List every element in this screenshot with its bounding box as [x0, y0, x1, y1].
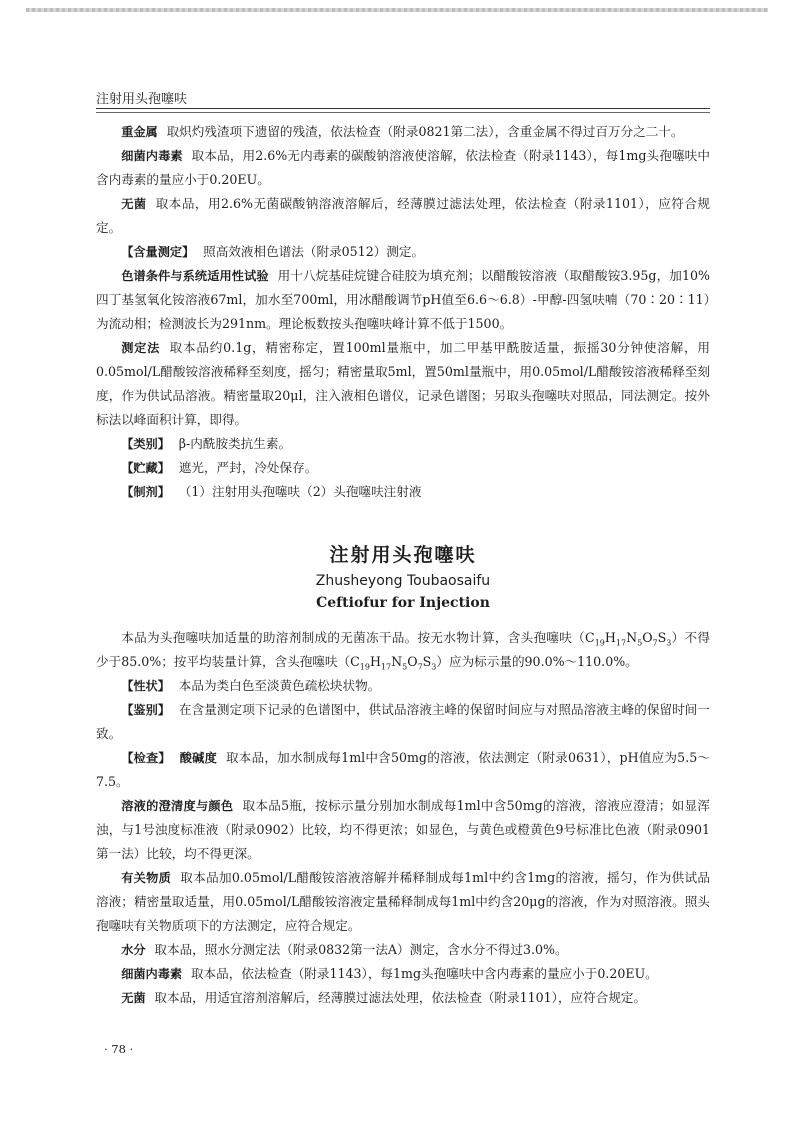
clarity-label: 溶液的澄清度与颜色 — [121, 799, 234, 813]
preparations-label: 【制剂】 — [121, 485, 170, 499]
monograph-pinyin: Zhusheyong Toubaosaifu — [315, 573, 491, 589]
header-rule — [96, 108, 710, 109]
previous-monograph-tail — [96, 120, 710, 504]
intro-text-c: ）应为标示量的90.0%～110.0%。 — [436, 654, 638, 669]
preparations-text: （1）注射用头孢噻呋（2）头孢噻呋注射液 — [178, 484, 422, 499]
heavy-metals-text: 取炽灼残渣项下遗留的残渣，依法检查（附录0821第二法），含重金属不得过百万分之二十。 — [166, 124, 684, 139]
formula-n: 5 — [637, 638, 643, 648]
water-text: 取本品，照水分测定法（附录0832第一法A）测定，含水分不得过3.0%。 — [154, 942, 568, 957]
formula-n-2: 5 — [402, 662, 408, 672]
acidity-label: 酸碱度 — [179, 751, 217, 765]
chromatography-label: 色谱条件与系统适用性试验 — [121, 269, 269, 283]
clarity-paragraph — [96, 794, 710, 866]
heavy-metals-paragraph — [96, 120, 710, 144]
assay-text: 照高效液相色谱法（附录0512）测定。 — [203, 244, 425, 259]
assay-label: 【含量测定】 — [121, 245, 195, 259]
formula-h-sym-2: H — [369, 654, 381, 669]
endotoxin-label: 细菌内毒素 — [121, 149, 183, 163]
related-substances-label: 有关物质 — [121, 871, 172, 885]
formula-h-sym: H — [604, 630, 616, 645]
endotoxin-paragraph — [96, 144, 710, 192]
category-text: β-内酰胺类抗生素。 — [178, 436, 292, 451]
water-paragraph — [96, 938, 710, 962]
related-substances-text: 取本品加0.05mol/L醋酸铵溶液溶解并稀释制成每1ml中约含1mg的溶液，摇匀，作为供试品溶液；精密量取适量，用0.05mol/L醋酸铵溶液定量稀释制成每1ml中约含20μg的溶液，作为对照溶液。照头孢噻呋有关物质项下的方法测定，应符合规定。 — [96, 870, 711, 933]
chromatography-paragraph — [96, 264, 710, 336]
preparations-paragraph — [96, 480, 710, 504]
storage-text: 遮光，严封，冷处保存。 — [178, 460, 318, 475]
formula-c-2: 19 — [359, 662, 370, 672]
related-substances-paragraph — [96, 866, 710, 938]
sterility-text: 取本品，用2.6%无菌碳酸钠溶液溶解后，经薄膜过滤法处理，依法检查（附录1101），应符合规定。 — [96, 196, 710, 235]
assay-paragraph — [96, 240, 710, 264]
running-header: 注射用头孢噻呋 — [96, 92, 188, 107]
water-label: 水分 — [121, 943, 146, 957]
method-label: 测定法 — [121, 341, 161, 355]
scan-top-band — [26, 8, 768, 12]
endotoxin-label-2: 细菌内毒素 — [121, 967, 183, 981]
header-rule-thin — [96, 112, 710, 113]
chromatography-text: 用十八烷基硅烷键合硅胶为填充剂；以醋酸铵溶液（取醋酸铵3.95g，加10%四丁基氢氧化铵溶液67ml，加水至700ml，用冰醋酸调节pH值至6.6～6.8）-甲醇-四氢呋喃（70∶20∶11）为流动相；检测波长为291nm。理论板数按头孢噻呋峰计算不低于1500。 — [96, 268, 710, 331]
method-text: 取本品约0.1g，精密称定，置100ml量瓶中，加二甲基甲酰胺适量，振摇30分钟使溶解，用0.05mol/L醋酸铵溶液稀释至刻度，摇匀；精密量取5ml，置50ml量瓶中，用0.05mol/L醋酸铵溶液稀释至刻度，作为供试品溶液。精密量取20μl，注入液相色谱仪，记录色谱图；另取头孢噻呋对照品，同法测定。按外标法以峰面积计算，即得。 — [96, 340, 711, 427]
appearance-label: 【性状】 — [121, 679, 170, 693]
formula-s-sym-2: S — [422, 654, 432, 669]
formula-o-sym-2: O — [407, 654, 418, 669]
acidity-text: 取本品，加水制成每1ml中含50mg的溶液，依法测定（附录0631），pH值应为5.5～7.5。 — [96, 750, 711, 789]
endotoxin-text-2: 取本品，依法检查（附录1143），每1mg头孢噻呋中含内毒素的量应小于0.20EU。 — [190, 966, 658, 981]
category-label: 【类别】 — [121, 437, 170, 451]
monograph-english-name: Ceftiofur for Injection — [316, 595, 490, 611]
sterility-label: 无菌 — [121, 197, 147, 211]
formula-s-2: 3 — [431, 662, 437, 672]
intro-paragraph — [96, 626, 710, 674]
appearance-paragraph — [96, 674, 710, 698]
endotoxin-paragraph-2 — [96, 962, 710, 986]
formula-n-sym: N — [626, 630, 638, 645]
sterility-paragraph-2 — [96, 986, 710, 1010]
formula-o-sym: O — [642, 630, 653, 645]
formula-o-2: 7 — [417, 662, 423, 672]
identification-text: 在含量测定项下记录的色谱图中，供试品溶液主峰的保留时间应与对照品溶液主峰的保留时间一致。 — [96, 702, 711, 741]
formula-o: 7 — [652, 638, 658, 648]
tests-label: 【检查】 — [121, 751, 171, 765]
page-number: · 78 · — [104, 1042, 134, 1056]
sterility-label-2: 无菌 — [121, 991, 146, 1005]
identification-label: 【鉴别】 — [121, 703, 171, 717]
monograph-title: 注射用头孢噻呋 — [329, 544, 477, 566]
sterility-text-2: 取本品，用适宜溶剂溶解后，经薄膜过滤法处理，依法检查（附录1101），应符合规定。 — [154, 990, 647, 1005]
heavy-metals-label: 重金属 — [121, 125, 158, 139]
category-paragraph — [96, 432, 710, 456]
identification-paragraph — [96, 698, 710, 746]
formula-n-sym-2: N — [391, 654, 403, 669]
formula-h: 17 — [615, 638, 627, 648]
formula-s: 3 — [666, 638, 672, 648]
endotoxin-text: 取本品，用2.6%无内毒素的碳酸钠溶液使溶解，依法检查（附录1143），每1mg头孢噻呋中含内毒素的量应小于0.20EU。 — [96, 148, 710, 187]
intro-text-b: ）不得少于85.0%；按平均装量计算，含头孢噻呋（C — [96, 630, 711, 669]
intro-text-a: 本品为头孢噻呋加适量的助溶剂制成的无菌冻干品。按无水物计算，含头孢噻呋（C — [121, 630, 595, 645]
method-paragraph — [96, 336, 710, 432]
appearance-text: 本品为类白色至淡黄色疏松块状物。 — [178, 678, 381, 693]
sterility-paragraph — [96, 192, 710, 240]
monograph-body — [96, 626, 710, 1010]
clarity-text: 取本品5瓶，按标示量分别加水制成每1ml中含50mg的溶液，溶液应澄清；如显浑浊，与1号浊度标准液（附录0902）比较，均不得更浓；如显色，与黄色或橙黄色9号标准比色液（附录0901第一法）比较，均不得更深。 — [96, 798, 711, 861]
acidity-paragraph — [96, 746, 710, 794]
monograph-title-block — [96, 540, 710, 614]
storage-paragraph — [96, 456, 710, 480]
storage-label: 【贮藏】 — [121, 461, 170, 475]
formula-h-2: 17 — [380, 662, 392, 672]
formula-c: 19 — [594, 638, 605, 648]
formula-s-sym: S — [657, 630, 667, 645]
